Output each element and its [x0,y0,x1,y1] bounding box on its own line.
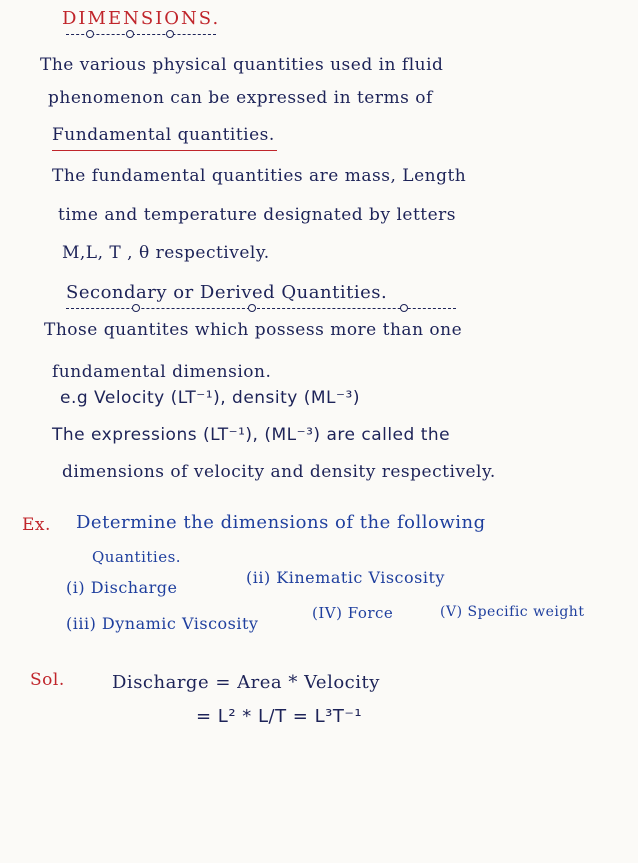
text-line: The various physical quantities used in fluid [40,55,444,75]
text-line: e.g Velocity (LT⁻¹), density (ML⁻³) [60,388,360,408]
text-line: phenomenon can be expressed in terms of [48,88,433,108]
example-item: (i) Discharge [66,578,178,597]
text-line: dimensions of velocity and density respectively. [62,462,496,482]
underline-dot [248,304,256,312]
text-line: The fundamental quantities are mass, Length [52,166,467,186]
example-item: (IV) Force [312,604,394,622]
solution-line: = L² * L/T = L³T⁻¹ [196,706,363,727]
underline-dot [126,30,134,38]
example-text: Quantities. [92,548,182,566]
example-label: Ex. [22,515,51,535]
text-line: Those quantites which possess more than one [44,320,463,340]
underline-dot [132,304,140,312]
text-line: time and temperature designated by letters [58,205,457,225]
example-item: (ii) Kinematic Viscosity [246,568,445,587]
text-line: fundamental dimension. [52,362,272,382]
underline-dot [86,30,94,38]
solution-line: Discharge = Area * Velocity [112,672,380,693]
subheading-underline [66,308,456,309]
page-heading: DIMENSIONS. [62,8,221,29]
text-line: Fundamental quantities. [52,125,275,145]
example-item: (iii) Dynamic Viscosity [66,614,259,633]
red-underline [52,150,277,151]
example-item: (V) Specific weight [440,604,585,620]
text-line: M,L, T , θ respectively. [62,243,270,263]
underline-dot [400,304,408,312]
text-line: The expressions (LT⁻¹), (ML⁻³) are called the [52,425,451,445]
solution-label: Sol. [30,670,65,690]
underline-dot [166,30,174,38]
example-text: Determine the dimensions of the following [76,512,486,533]
subheading: Secondary or Derived Quantities. [66,282,388,303]
